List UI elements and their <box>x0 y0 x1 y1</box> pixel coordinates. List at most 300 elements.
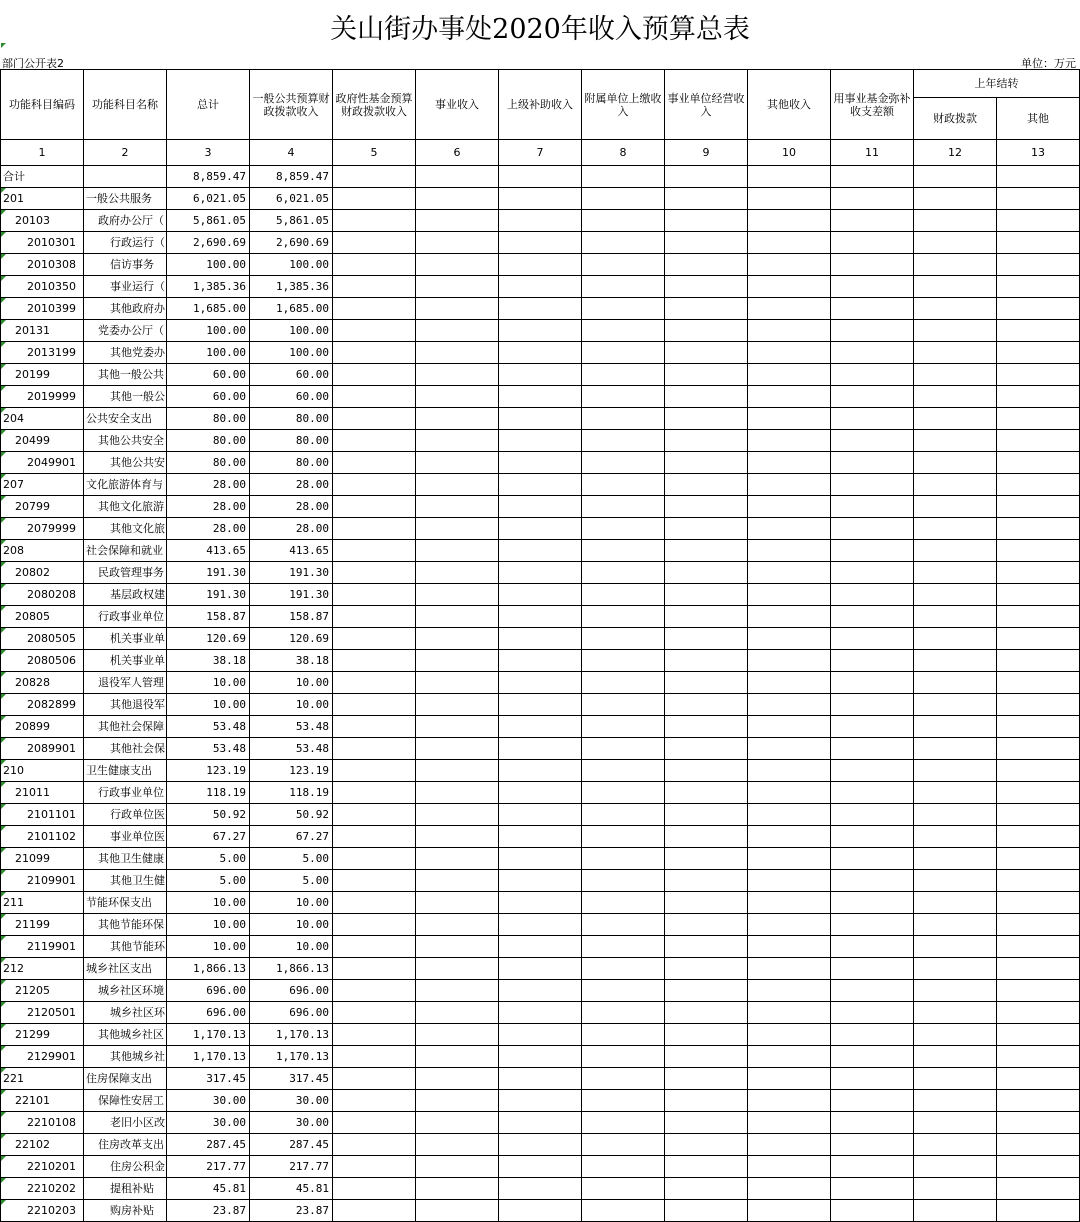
empty-cell <box>665 254 748 276</box>
empty-cell <box>582 342 665 364</box>
function-name: 提租补贴 <box>84 1178 167 1200</box>
empty-cell <box>665 1178 748 1200</box>
empty-cell <box>914 386 997 408</box>
table-row <box>1 584 1080 606</box>
general-budget-value: 191.30 <box>250 562 333 584</box>
function-code: 20802 <box>15 566 50 579</box>
empty-cell <box>831 606 914 628</box>
empty-cell <box>582 518 665 540</box>
empty-cell <box>333 1156 416 1178</box>
empty-cell <box>997 804 1080 826</box>
empty-cell <box>831 540 914 562</box>
empty-cell <box>582 1002 665 1024</box>
function-code: 210 <box>3 764 24 777</box>
empty-cell <box>831 562 914 584</box>
total-value: 6,021.05 <box>167 188 250 210</box>
empty-cell <box>499 584 582 606</box>
general-budget-value: 53.48 <box>250 716 333 738</box>
function-code-cell <box>1 452 84 474</box>
function-name: 住房公积金 <box>84 1156 167 1178</box>
empty-cell <box>333 1112 416 1134</box>
function-name: 其他一般公共 <box>84 364 167 386</box>
empty-cell <box>499 254 582 276</box>
empty-cell <box>499 1200 582 1222</box>
function-code-cell <box>1 540 84 562</box>
function-code-cell <box>1 1024 84 1046</box>
empty-cell <box>748 474 831 496</box>
empty-cell <box>582 716 665 738</box>
total-value: 67.27 <box>167 826 250 848</box>
function-code: 2010399 <box>27 302 76 315</box>
table-row <box>1 496 1080 518</box>
function-code: 21205 <box>15 984 50 997</box>
function-name: 行政运行（ <box>84 232 167 254</box>
empty-cell <box>665 364 748 386</box>
empty-cell <box>914 474 997 496</box>
function-name: 其他文化旅游 <box>84 496 167 518</box>
empty-cell <box>333 738 416 760</box>
function-name: 其他节能环保 <box>84 914 167 936</box>
total-value: 696.00 <box>167 980 250 1002</box>
empty-cell <box>416 474 499 496</box>
empty-cell <box>665 562 748 584</box>
empty-cell <box>499 1112 582 1134</box>
empty-cell <box>582 1178 665 1200</box>
empty-cell <box>748 1090 831 1112</box>
function-code-cell <box>1 870 84 892</box>
cell-marker <box>1 188 6 193</box>
header-carryover-fiscal: 财政拨款 <box>914 98 997 140</box>
empty-cell <box>997 650 1080 672</box>
cell-marker <box>1 848 6 853</box>
empty-cell <box>748 584 831 606</box>
empty-cell <box>831 1002 914 1024</box>
empty-cell <box>748 1024 831 1046</box>
empty-cell <box>665 1200 748 1222</box>
empty-cell <box>582 408 665 430</box>
empty-cell <box>748 430 831 452</box>
empty-cell <box>748 1178 831 1200</box>
total-value: 1,866.13 <box>167 958 250 980</box>
function-code-cell <box>1 848 84 870</box>
table-row <box>1 210 1080 232</box>
function-code-cell <box>1 1002 84 1024</box>
total-value: 10.00 <box>167 694 250 716</box>
empty-cell <box>582 188 665 210</box>
function-code-cell <box>1 210 84 232</box>
function-name: 城乡社区环 <box>84 1002 167 1024</box>
function-name: 信访事务 <box>84 254 167 276</box>
empty-cell <box>416 408 499 430</box>
empty-cell <box>665 474 748 496</box>
empty-cell <box>997 496 1080 518</box>
table-row <box>1 1090 1080 1112</box>
function-code-cell <box>1 518 84 540</box>
empty-cell <box>582 870 665 892</box>
empty-cell <box>333 848 416 870</box>
table-row <box>1 474 1080 496</box>
cell-marker <box>1 342 6 347</box>
empty-cell <box>665 1002 748 1024</box>
empty-cell <box>582 1046 665 1068</box>
empty-cell <box>997 1156 1080 1178</box>
empty-cell <box>748 1200 831 1222</box>
table-row <box>1 958 1080 980</box>
empty-cell <box>748 1112 831 1134</box>
table-row <box>1 342 1080 364</box>
function-code: 21099 <box>15 852 50 865</box>
function-name: 其他党委办 <box>84 342 167 364</box>
empty-cell <box>831 320 914 342</box>
cell-marker <box>1 320 6 325</box>
function-code: 207 <box>3 478 24 491</box>
function-code: 20799 <box>15 500 50 513</box>
empty-cell <box>665 452 748 474</box>
empty-cell <box>997 210 1080 232</box>
header-affiliated-payment: 附属单位上缴收入 <box>582 70 665 140</box>
general-budget-value: 10.00 <box>250 672 333 694</box>
empty-cell <box>499 650 582 672</box>
column-index: 5 <box>333 140 416 166</box>
function-name: 其他公共安 <box>84 452 167 474</box>
empty-cell <box>582 584 665 606</box>
empty-cell <box>499 364 582 386</box>
empty-cell <box>914 496 997 518</box>
empty-cell <box>997 1024 1080 1046</box>
header-code: 功能科目编码 <box>1 70 84 140</box>
empty-cell <box>831 1156 914 1178</box>
table-row <box>1 1002 1080 1024</box>
empty-cell <box>748 232 831 254</box>
empty-cell <box>499 694 582 716</box>
empty-cell <box>416 980 499 1002</box>
cell-marker <box>1 232 6 237</box>
empty-cell <box>831 518 914 540</box>
empty-cell <box>582 254 665 276</box>
empty-cell <box>831 826 914 848</box>
function-code: 2013199 <box>27 346 76 359</box>
empty-cell <box>665 826 748 848</box>
empty-cell <box>416 1134 499 1156</box>
unit-label: 单位：万元 <box>1021 57 1076 70</box>
empty-cell <box>831 1178 914 1200</box>
empty-cell <box>997 958 1080 980</box>
empty-cell <box>333 298 416 320</box>
empty-cell <box>831 276 914 298</box>
function-code-cell <box>1 562 84 584</box>
empty-cell <box>416 210 499 232</box>
function-code: 20899 <box>15 720 50 733</box>
empty-cell <box>499 958 582 980</box>
empty-cell <box>748 342 831 364</box>
function-code: 20103 <box>15 214 50 227</box>
empty-cell <box>914 738 997 760</box>
general-budget-value: 8,859.47 <box>250 166 333 188</box>
empty-cell <box>748 980 831 1002</box>
function-code: 2079999 <box>27 522 76 535</box>
cell-marker <box>1 782 6 787</box>
general-budget-value: 1,170.13 <box>250 1046 333 1068</box>
empty-cell <box>416 1156 499 1178</box>
general-budget-value: 28.00 <box>250 518 333 540</box>
cell-marker <box>1 1046 6 1051</box>
function-code: 20805 <box>15 610 50 623</box>
empty-cell <box>665 892 748 914</box>
empty-cell <box>499 826 582 848</box>
column-index: 3 <box>167 140 250 166</box>
cell-marker <box>1 254 6 259</box>
empty-cell <box>914 1068 997 1090</box>
general-budget-value: 10.00 <box>250 892 333 914</box>
empty-cell <box>499 518 582 540</box>
function-name: 其他卫生健康 <box>84 848 167 870</box>
function-name: 行政单位医 <box>84 804 167 826</box>
empty-cell <box>831 650 914 672</box>
function-code-cell <box>1 408 84 430</box>
empty-cell <box>831 738 914 760</box>
table-row <box>1 364 1080 386</box>
empty-cell <box>582 540 665 562</box>
empty-cell <box>333 1068 416 1090</box>
empty-cell <box>914 870 997 892</box>
function-code-cell <box>1 1134 84 1156</box>
empty-cell <box>914 628 997 650</box>
table-row <box>1 804 1080 826</box>
header-fund-cover: 用事业基金弥补收支差额 <box>831 70 914 140</box>
table-row <box>1 1112 1080 1134</box>
function-code: 2129901 <box>27 1050 76 1063</box>
empty-cell <box>831 672 914 694</box>
empty-cell <box>416 430 499 452</box>
empty-cell <box>582 1134 665 1156</box>
cell-marker <box>1 496 6 501</box>
empty-cell <box>997 716 1080 738</box>
general-budget-value: 50.92 <box>250 804 333 826</box>
table-row <box>1 408 1080 430</box>
column-index-row <box>1 140 1080 166</box>
function-name: 其他公共安全 <box>84 430 167 452</box>
empty-cell <box>499 408 582 430</box>
empty-cell <box>748 936 831 958</box>
empty-cell <box>333 452 416 474</box>
empty-cell <box>914 1046 997 1068</box>
empty-cell <box>416 298 499 320</box>
empty-cell <box>416 254 499 276</box>
function-name: 其他文化旅 <box>84 518 167 540</box>
total-value: 2,690.69 <box>167 232 250 254</box>
empty-cell <box>997 1002 1080 1024</box>
empty-cell <box>499 716 582 738</box>
empty-cell <box>333 650 416 672</box>
empty-cell <box>582 760 665 782</box>
cell-marker <box>1 518 6 523</box>
empty-cell <box>831 958 914 980</box>
function-code: 201 <box>3 192 24 205</box>
empty-cell <box>416 782 499 804</box>
function-name: 购房补贴 <box>84 1200 167 1222</box>
empty-cell <box>416 1090 499 1112</box>
header-total: 总计 <box>167 70 250 140</box>
empty-cell <box>914 1156 997 1178</box>
function-name: 节能环保支出 <box>84 892 167 914</box>
empty-cell <box>831 1046 914 1068</box>
empty-cell <box>499 1178 582 1200</box>
empty-cell <box>499 276 582 298</box>
table-row <box>1 1134 1080 1156</box>
cell-marker <box>1 1068 6 1073</box>
column-index: 12 <box>914 140 997 166</box>
table-row <box>1 1046 1080 1068</box>
empty-cell <box>831 694 914 716</box>
cell-marker <box>1 408 6 413</box>
general-budget-value: 413.65 <box>250 540 333 562</box>
general-budget-value: 6,021.05 <box>250 188 333 210</box>
empty-cell <box>333 540 416 562</box>
empty-cell <box>499 1046 582 1068</box>
cell-marker <box>1 672 6 677</box>
empty-cell <box>416 276 499 298</box>
empty-cell <box>914 320 997 342</box>
empty-cell <box>831 452 914 474</box>
empty-cell <box>831 474 914 496</box>
total-value: 28.00 <box>167 496 250 518</box>
total-value: 317.45 <box>167 1068 250 1090</box>
empty-cell <box>499 892 582 914</box>
total-value: 191.30 <box>167 562 250 584</box>
empty-cell <box>997 540 1080 562</box>
empty-cell <box>914 1024 997 1046</box>
empty-cell <box>665 1090 748 1112</box>
empty-cell <box>997 320 1080 342</box>
header-name: 功能科目名称 <box>84 70 167 140</box>
total-value: 5.00 <box>167 848 250 870</box>
function-name: 党委办公厅（ <box>84 320 167 342</box>
empty-cell <box>333 584 416 606</box>
cell-marker <box>1 562 6 567</box>
empty-cell <box>333 342 416 364</box>
function-code-cell <box>1 276 84 298</box>
function-code-cell <box>1 386 84 408</box>
total-value: 100.00 <box>167 320 250 342</box>
cell-marker <box>1 760 6 765</box>
empty-cell <box>499 320 582 342</box>
function-code: 21299 <box>15 1028 50 1041</box>
table-row <box>1 1068 1080 1090</box>
empty-cell <box>831 298 914 320</box>
function-code-cell <box>1 606 84 628</box>
function-name: 其他卫生健 <box>84 870 167 892</box>
empty-cell <box>997 408 1080 430</box>
empty-cell <box>665 870 748 892</box>
column-index: 11 <box>831 140 914 166</box>
general-budget-value: 1,866.13 <box>250 958 333 980</box>
empty-cell <box>582 892 665 914</box>
empty-cell <box>333 606 416 628</box>
total-value: 28.00 <box>167 518 250 540</box>
header-other-income: 其他收入 <box>748 70 831 140</box>
empty-cell <box>997 936 1080 958</box>
empty-cell <box>914 760 997 782</box>
empty-cell <box>582 628 665 650</box>
empty-cell <box>665 694 748 716</box>
general-budget-value: 5,861.05 <box>250 210 333 232</box>
empty-cell <box>997 232 1080 254</box>
total-value: 23.87 <box>167 1200 250 1222</box>
empty-cell <box>997 518 1080 540</box>
cell-marker <box>1 1090 6 1095</box>
cell-marker <box>1 1024 6 1029</box>
empty-cell <box>748 298 831 320</box>
empty-cell <box>333 1178 416 1200</box>
function-code: 2080506 <box>27 654 76 667</box>
function-code: 20131 <box>15 324 50 337</box>
column-index: 6 <box>416 140 499 166</box>
empty-cell <box>582 936 665 958</box>
empty-cell <box>748 716 831 738</box>
general-budget-value: 5.00 <box>250 848 333 870</box>
empty-cell <box>416 958 499 980</box>
function-name: 一般公共服务 <box>84 188 167 210</box>
empty-cell <box>499 166 582 188</box>
empty-cell <box>333 1090 416 1112</box>
empty-cell <box>665 210 748 232</box>
column-index: 10 <box>748 140 831 166</box>
total-value: 10.00 <box>167 892 250 914</box>
empty-cell <box>333 188 416 210</box>
empty-cell <box>914 276 997 298</box>
empty-cell <box>997 1112 1080 1134</box>
function-name: 行政事业单位 <box>84 782 167 804</box>
function-code-cell <box>1 760 84 782</box>
function-name: 行政事业单位 <box>84 606 167 628</box>
empty-cell <box>582 738 665 760</box>
empty-cell <box>914 848 997 870</box>
empty-cell <box>914 562 997 584</box>
empty-cell <box>499 870 582 892</box>
empty-cell <box>997 1046 1080 1068</box>
table-row <box>1 650 1080 672</box>
empty-cell <box>333 628 416 650</box>
empty-cell <box>416 364 499 386</box>
empty-cell <box>914 694 997 716</box>
empty-cell <box>831 386 914 408</box>
general-budget-value: 80.00 <box>250 408 333 430</box>
table-row <box>1 628 1080 650</box>
empty-cell <box>997 298 1080 320</box>
empty-cell <box>997 1090 1080 1112</box>
function-name: 其他城乡社区 <box>84 1024 167 1046</box>
empty-cell <box>499 342 582 364</box>
empty-cell <box>499 1090 582 1112</box>
empty-cell <box>582 804 665 826</box>
empty-cell <box>914 188 997 210</box>
empty-cell <box>499 188 582 210</box>
function-name: 老旧小区改 <box>84 1112 167 1134</box>
empty-cell <box>665 1024 748 1046</box>
cell-marker <box>1 628 6 633</box>
cell-marker <box>1 606 6 611</box>
empty-cell <box>831 716 914 738</box>
total-value: 28.00 <box>167 474 250 496</box>
cell-marker <box>1 1134 6 1139</box>
empty-cell <box>333 892 416 914</box>
empty-cell <box>748 782 831 804</box>
cell-marker <box>1 210 6 215</box>
total-value: 1,170.13 <box>167 1024 250 1046</box>
empty-cell <box>333 1024 416 1046</box>
empty-cell <box>748 562 831 584</box>
function-code: 合计 <box>3 170 25 183</box>
